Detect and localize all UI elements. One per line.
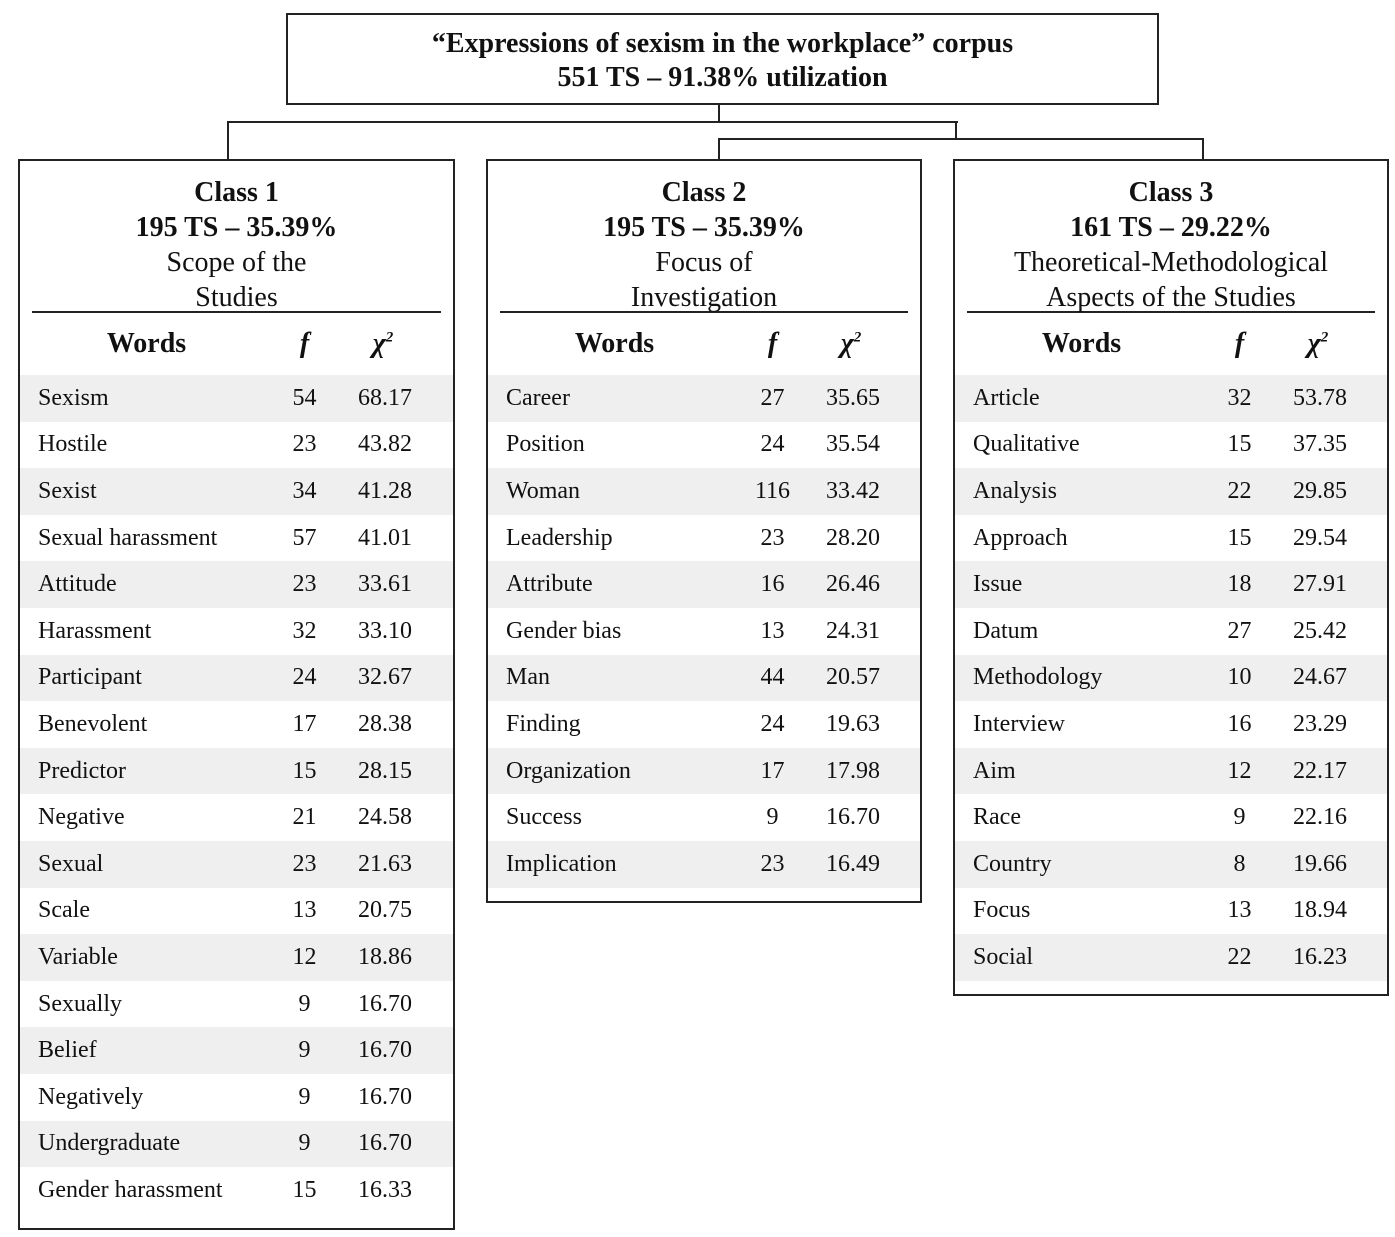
frequency-cell: 9 (298, 1083, 311, 1110)
table-row (20, 655, 453, 702)
chi-square-cell: 33.10 (358, 617, 412, 644)
table-row (20, 422, 453, 469)
table-row (20, 1167, 453, 1214)
chi-superscript: 2 (853, 329, 862, 346)
chi-superscript: 2 (385, 329, 394, 346)
frequency-cell: 27 (1227, 617, 1252, 644)
table-row (955, 561, 1387, 608)
class-name: Class 2 (661, 177, 747, 208)
word-cell: Focus (973, 897, 1031, 924)
frequency-cell: 15 (1227, 431, 1252, 458)
chi-symbol: χ (1307, 328, 1321, 359)
word-table (20, 375, 453, 1214)
word-cell: Sexual (38, 850, 104, 877)
table-row (488, 701, 920, 748)
class-label-line2: Aspects of the Studies (1046, 282, 1296, 313)
chi-square-cell: 33.42 (826, 477, 880, 504)
chi-square-cell: 32.67 (358, 664, 412, 691)
chi-square-cell: 28.38 (358, 710, 412, 737)
frequency-cell: 9 (766, 804, 779, 831)
word-cell: Negative (38, 804, 125, 831)
table-row (488, 748, 920, 795)
frequency-cell: 9 (298, 1130, 311, 1157)
col-words-header: Words (574, 328, 655, 359)
word-cell: Social (973, 943, 1033, 970)
chi-square-cell: 16.70 (826, 804, 880, 831)
col-chi-header (336, 328, 430, 360)
word-cell: Race (973, 804, 1021, 831)
chi-square-cell: 24.67 (1293, 664, 1347, 691)
frequency-cell: 15 (292, 757, 317, 784)
frequency-cell: 13 (1227, 897, 1252, 924)
frequency-cell: 23 (760, 524, 785, 551)
chi-square-cell: 18.94 (1293, 897, 1347, 924)
chi-square-cell: 16.33 (358, 1176, 412, 1203)
chi-square-cell: 23.29 (1293, 710, 1347, 737)
table-row (20, 561, 453, 608)
word-cell: Sexually (38, 990, 122, 1017)
class-name: Class 3 (1128, 177, 1214, 208)
class-label-line1: Scope of the (166, 247, 307, 278)
word-cell: Attitude (38, 571, 117, 598)
col-words-header: Words (1041, 328, 1122, 359)
table-row (955, 468, 1387, 515)
word-cell: Negatively (38, 1083, 144, 1110)
chi-square-cell: 25.42 (1293, 617, 1347, 644)
chi-square-cell: 16.70 (358, 1037, 412, 1064)
chi-square-cell: 28.15 (358, 757, 412, 784)
frequency-cell: 22 (1227, 477, 1252, 504)
word-cell: Interview (973, 710, 1065, 737)
word-cell: Methodology (973, 664, 1103, 691)
table-row (20, 841, 453, 888)
frequency-cell: 9 (298, 1037, 311, 1064)
word-cell: Participant (38, 664, 142, 691)
word-cell: Sexism (38, 384, 109, 411)
column-headers (488, 313, 920, 375)
frequency-cell: 13 (292, 897, 317, 924)
table-row (20, 468, 453, 515)
frequency-cell: 24 (292, 664, 317, 691)
table-row (20, 748, 453, 795)
word-cell: Success (506, 804, 582, 831)
table-row (20, 608, 453, 655)
word-cell: Country (973, 850, 1052, 877)
word-table (955, 375, 1387, 981)
table-row (955, 422, 1387, 469)
table-row (955, 515, 1387, 562)
frequency-cell: 15 (292, 1176, 317, 1203)
chi-square-cell: 26.46 (826, 571, 880, 598)
table-row (488, 655, 920, 702)
word-cell: Undergraduate (38, 1130, 181, 1157)
col-words-header: Words (106, 328, 187, 359)
class-label-line1: Focus of (655, 247, 753, 278)
word-cell: Issue (973, 571, 1023, 598)
class-name: Class 1 (194, 177, 279, 208)
word-cell: Gender harassment (38, 1176, 223, 1203)
chi-square-cell: 16.23 (1293, 943, 1347, 970)
frequency-cell: 8 (1233, 850, 1246, 877)
chi-square-cell: 24.31 (826, 617, 880, 644)
word-cell: Sexist (38, 477, 97, 504)
class-box-3 (953, 159, 1389, 996)
frequency-cell: 22 (1227, 943, 1252, 970)
class-box-2 (486, 159, 922, 903)
frequency-cell: 18 (1227, 571, 1252, 598)
chi-square-cell: 33.61 (358, 571, 412, 598)
table-row (20, 701, 453, 748)
corpus-box (286, 13, 1159, 105)
table-row (20, 888, 453, 935)
table-row (20, 1121, 453, 1168)
class-header (955, 161, 1387, 311)
table-row (20, 934, 453, 981)
word-cell: Leadership (506, 524, 613, 551)
word-cell: Article (973, 384, 1040, 411)
chi-symbol: χ (372, 328, 386, 359)
table-row (488, 841, 920, 888)
frequency-cell: 23 (292, 431, 317, 458)
corpus-title: “Expressions of sexism in the workplace” corpus (431, 28, 1014, 59)
connector-class2-drop (718, 138, 720, 160)
frequency-cell: 24 (760, 431, 785, 458)
frequency-cell: 34 (292, 477, 317, 504)
class-label-line2: Studies (195, 282, 278, 313)
frequency-cell: 24 (760, 710, 785, 737)
frequency-cell: 116 (754, 477, 791, 504)
frequency-cell: 44 (760, 664, 785, 691)
frequency-cell: 32 (1227, 384, 1252, 411)
frequency-cell: 17 (292, 710, 317, 737)
class-stats: 195 TS – 35.39% (135, 212, 338, 243)
frequency-cell: 16 (760, 571, 785, 598)
table-row (20, 981, 453, 1028)
connector-class3-drop (1202, 138, 1204, 160)
frequency-cell: 23 (760, 850, 785, 877)
frequency-cell: 27 (760, 384, 785, 411)
class-header (488, 161, 920, 311)
table-row (20, 375, 453, 422)
frequency-cell: 54 (292, 384, 317, 411)
chi-square-cell: 43.82 (358, 431, 412, 458)
chi-square-cell: 29.85 (1293, 477, 1347, 504)
table-row (955, 841, 1387, 888)
chi-square-cell: 21.63 (358, 850, 412, 877)
chi-square-cell: 68.17 (358, 384, 412, 411)
frequency-cell: 57 (292, 524, 317, 551)
word-table (488, 375, 920, 888)
table-row (20, 515, 453, 562)
word-cell: Implication (506, 850, 617, 877)
chi-square-cell: 16.70 (358, 1130, 412, 1157)
frequency-cell: 23 (292, 571, 317, 598)
word-cell: Organization (506, 757, 631, 784)
word-cell: Attribute (506, 571, 593, 598)
word-cell: Man (506, 664, 550, 691)
chi-square-cell: 22.17 (1293, 757, 1347, 784)
word-cell: Career (506, 384, 570, 411)
frequency-cell: 32 (292, 617, 317, 644)
chi-square-cell: 27.91 (1293, 571, 1347, 598)
table-row (955, 934, 1387, 981)
chi-square-cell: 20.75 (358, 897, 412, 924)
word-cell: Sexual harassment (38, 524, 218, 551)
table-row (20, 794, 453, 841)
connector-main-bar (227, 121, 958, 123)
col-chi-header (804, 328, 898, 360)
word-cell: Datum (973, 617, 1039, 644)
word-cell: Analysis (973, 477, 1057, 504)
chi-square-cell: 19.66 (1293, 850, 1347, 877)
word-cell: Scale (38, 897, 90, 924)
col-chi-header (1271, 328, 1365, 360)
col-f-header: f (1234, 328, 1245, 359)
class-box-1 (18, 159, 455, 1230)
column-headers (955, 313, 1387, 375)
chi-square-cell: 16.70 (358, 1083, 412, 1110)
class-label-line1: Theoretical-Methodological (1013, 247, 1329, 278)
frequency-cell: 10 (1227, 664, 1252, 691)
chi-square-cell: 41.01 (358, 524, 412, 551)
class-stats: 195 TS – 35.39% (603, 212, 805, 243)
class-label-line2: Investigation (630, 282, 778, 313)
table-row (955, 748, 1387, 795)
frequency-cell: 21 (292, 804, 317, 831)
table-row (20, 1074, 453, 1121)
col-f-header: f (767, 328, 778, 359)
word-cell: Aim (973, 757, 1016, 784)
chi-symbol: χ (840, 328, 854, 359)
chi-square-cell: 37.35 (1293, 431, 1347, 458)
chi-square-cell: 24.58 (358, 804, 412, 831)
table-row (488, 468, 920, 515)
frequency-cell: 16 (1227, 710, 1252, 737)
frequency-cell: 17 (760, 757, 785, 784)
word-cell: Belief (38, 1037, 97, 1064)
chi-square-cell: 28.20 (826, 524, 880, 551)
chi-square-cell: 18.86 (358, 943, 412, 970)
chi-superscript: 2 (1320, 329, 1329, 346)
chi-square-cell: 35.54 (826, 431, 880, 458)
class-header (20, 161, 453, 311)
table-row (488, 794, 920, 841)
chi-square-cell: 19.63 (826, 710, 880, 737)
word-cell: Harassment (38, 617, 152, 644)
chi-square-cell: 53.78 (1293, 384, 1347, 411)
word-cell: Qualitative (973, 431, 1080, 458)
table-row (488, 561, 920, 608)
col-f-header: f (299, 328, 310, 359)
connector-class1-drop (227, 121, 229, 160)
frequency-cell: 12 (292, 943, 317, 970)
chi-square-cell: 22.16 (1293, 804, 1347, 831)
chi-square-cell: 17.98 (826, 757, 880, 784)
table-row (955, 608, 1387, 655)
chi-square-cell: 20.57 (826, 664, 880, 691)
word-cell: Gender bias (506, 617, 622, 644)
word-cell: Position (506, 431, 585, 458)
word-cell: Predictor (38, 757, 126, 784)
table-row (955, 701, 1387, 748)
word-cell: Approach (973, 524, 1068, 551)
word-cell: Variable (38, 943, 118, 970)
connector-sub-bar (718, 138, 1204, 140)
word-cell: Hostile (38, 431, 108, 458)
chi-square-cell: 35.65 (826, 384, 880, 411)
word-cell: Benevolent (38, 710, 148, 737)
table-row (488, 375, 920, 422)
chi-square-cell: 16.70 (358, 990, 412, 1017)
table-row (955, 888, 1387, 935)
frequency-cell: 9 (298, 990, 311, 1017)
chi-square-cell: 29.54 (1293, 524, 1347, 551)
table-row (20, 1027, 453, 1074)
table-row (955, 794, 1387, 841)
frequency-cell: 15 (1227, 524, 1252, 551)
corpus-subtitle: 551 TS – 91.38% utilization (557, 62, 888, 93)
class-stats: 161 TS – 29.22% (1070, 212, 1272, 243)
table-row (488, 515, 920, 562)
connector-root-stem (718, 105, 720, 122)
word-cell: Woman (506, 477, 581, 504)
frequency-cell: 23 (292, 850, 317, 877)
table-row (955, 655, 1387, 702)
frequency-cell: 13 (760, 617, 785, 644)
connector-subcluster-drop (955, 121, 957, 139)
table-row (488, 422, 920, 469)
frequency-cell: 12 (1227, 757, 1252, 784)
chi-square-cell: 41.28 (358, 477, 412, 504)
word-cell: Finding (506, 710, 581, 737)
frequency-cell: 9 (1233, 804, 1246, 831)
chi-square-cell: 16.49 (826, 850, 880, 877)
table-row (955, 375, 1387, 422)
column-headers (20, 313, 453, 375)
table-row (488, 608, 920, 655)
